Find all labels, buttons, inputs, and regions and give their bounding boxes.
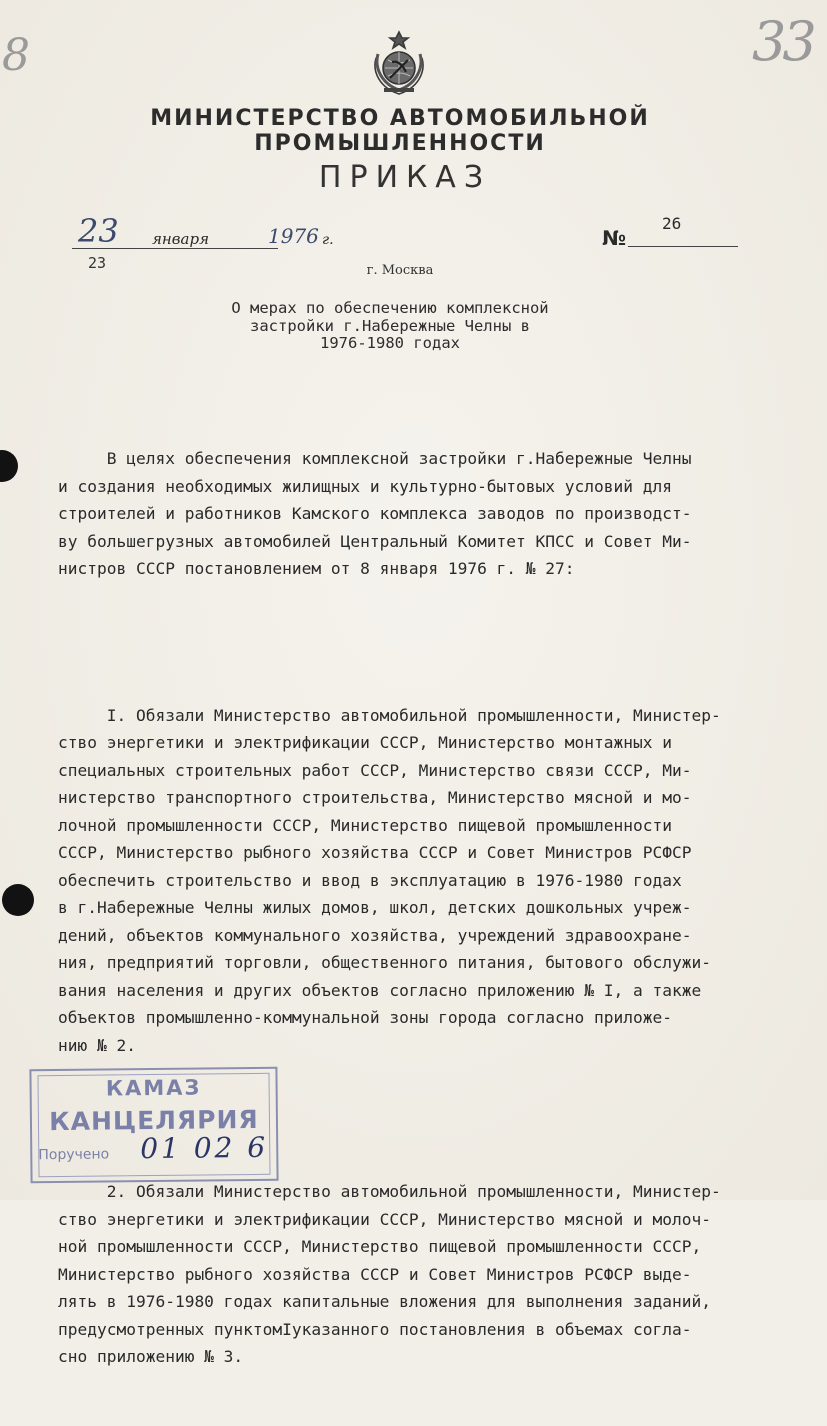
registry-stamp [29, 1067, 278, 1184]
punch-hole-lower [2, 884, 34, 916]
date-year-suffix: г. [322, 232, 334, 248]
order-number-label: № [602, 226, 627, 250]
date-day-handwritten: 23 [78, 212, 119, 250]
stamp-office: КАНЦЕЛЯРИЯ [49, 1104, 259, 1137]
date-year-handwritten: 1976 [268, 224, 319, 248]
ussr-coat-of-arms-icon [366, 28, 432, 100]
ministry-header: МИНИСТЕРСТВО АВТОМОБИЛЬНОЙ ПРОМЫШЛЕННОСТИ [150, 106, 650, 156]
order-subject: О мерах по обеспечению комплексной застройки г.Набережные Челны в 1976-1980 годах [231, 299, 549, 352]
punch-hole-upper [0, 450, 18, 482]
stamp-org: КАМАЗ [105, 1075, 202, 1101]
date-month-line [150, 248, 278, 249]
paragraph-intro: В целях обеспечения комплексной застройки г.Набережные Челны и создания необходимых жилищных и культурно-бытовых условий для строителей и работников Камского комплекса заводов по производст- ву большегрузных автомобилей Центральный Комитет КПСС и Совет Ми- нистров СССР постановлением от 8 января 1976 г. № 27: [58, 449, 692, 578]
date-day-typed: 23 [88, 254, 107, 272]
city-line: г. Москва [366, 263, 434, 278]
document-body [58, 390, 778, 1426]
paragraph-item-2: 2. Обязали Министерство автомобильной промышленности, Министер- ство энергетики и электрификации СССР, Министерство мясной и молоч- ной промышленности СССР, Министерство пищевой промышленности СССР, Министерство рыбного хозяйства СССР и Совет Министров РСФСР выде- лять в 1976-1980 годах капитальные вложения для выполнения заданий, предусмотренных пунктомIуказанного постановления в объемах согла- сно приложению № 3. [58, 1182, 721, 1366]
pencil-mark-top-left: 8 [2, 30, 30, 81]
order-number-line [628, 246, 738, 247]
paragraph-item-1: I. Обязали Министерство автомобильной промышленности, Министер- ство энергетики и электрификации СССР, Министерство монтажных и специальных строительных работ СССР, Министерство связи СССР, Ми- нистерство транспортного строительства, Министерство мясной и мо- лочной промышленности СССР, Министерство пищевой промышленности СССР, Министерство рыбного хозяйства СССР и Совет Министров РСФСР обеспечить строительство и ввод в эксплуатацию в 1976-1980 годах в г.Набережные Челны жилых домов, школ, детских дошкольных учреж- дений, объектов коммунального хозяйства, учреждений здравоохране- ния, предприятий торговли, общественного питания, бытового обслужи- вания населения и других объектов согласно приложению № I, а также объектов промышленно-коммунальной зоны города согласно приложе- нию № 2. [58, 705, 721, 1055]
stamp-date-handwritten: 01 02 6 [140, 1130, 269, 1166]
stamp-assigned: Поручено [38, 1146, 110, 1164]
document-title: ПРИКАЗ [318, 160, 492, 195]
order-number: 26 [662, 214, 682, 233]
date-month: января [152, 230, 210, 248]
date-day-line [72, 248, 150, 249]
pencil-mark-page-number: 33 [752, 10, 813, 73]
